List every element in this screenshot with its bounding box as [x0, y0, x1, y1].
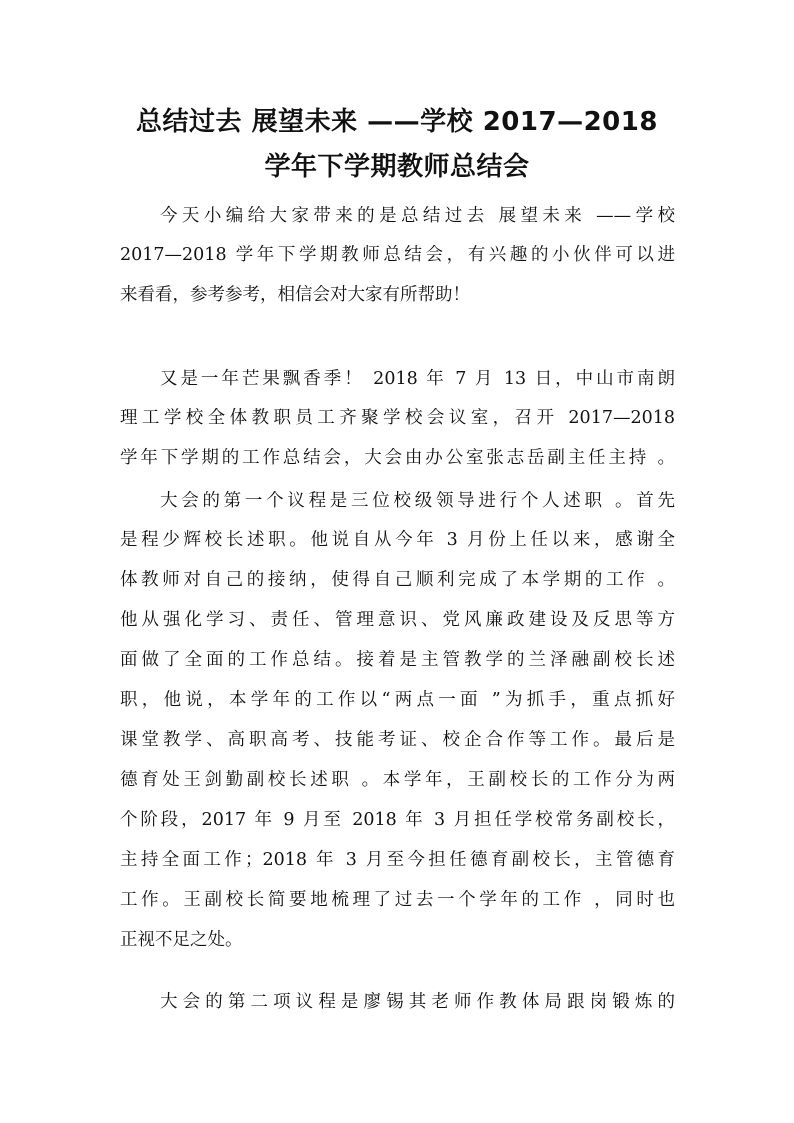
paragraph-line: 职，他说，本学年的工作以“两点一面 ”为抓手，重点抓好	[120, 690, 675, 710]
paragraph-line: 是程少辉校长述职。他说自从今年 3 月份上任以来，感谢全	[120, 530, 675, 550]
intro-line: 今天小编给大家带来的是总结过去 展望未来 ——学校	[160, 206, 675, 226]
document-title-line-1: 总结过去 展望未来 ——学校 2017—2018	[136, 107, 658, 137]
paragraph-line: 体教师对自己的接纳，使得自己顺利完成了本学期的工作 。	[120, 570, 675, 590]
document-title-line-2: 学年下学期教师总结会	[264, 152, 530, 182]
paragraph-line: 他从强化学习、责任、管理意识、党风廉政建设及反思等方	[120, 610, 675, 630]
paragraph-line: 工作。王副校长简要地梳理了过去一个学年的工作 ，同时也	[120, 890, 675, 910]
paragraph-line: 理工学校全体教职员工齐聚学校会议室，召开 2017—2018	[120, 408, 675, 428]
paragraph-line: 德育处王剑勤副校长述职 。本学年，王副校长的工作分为两	[120, 770, 675, 790]
paragraph-line: 课堂教学、高职高考、技能考证、校企合作等工作。最后是	[120, 730, 675, 750]
paragraph-line: 正视不足之处。	[120, 930, 243, 950]
intro-line: 2017—2018 学年下学期教师总结会，有兴趣的小伙伴可以进	[120, 245, 675, 265]
paragraph-line: 面做了全面的工作总结。接着是主管教学的兰泽融副校长述	[120, 650, 675, 670]
paragraph-line: 主持全面工作；2018 年 3 月至今担任德育副校长，主管德育	[120, 850, 675, 870]
intro-line: 来看看，参考参考，相信会对大家有所帮助！	[120, 285, 470, 305]
paragraph-line: 大会的第二项议程是廖锡其老师作教体局跟岗锻炼的	[160, 992, 675, 1012]
paragraph-line: 又是一年芒果飘香季！ 2018 年 7 月 13 日，中山市南朗	[160, 369, 675, 389]
paragraph-line: 个阶段，2017 年 9 月至 2018 年 3 月担任学校常务副校长，	[120, 810, 675, 830]
paragraph-line: 大会的第一个议程是三位校级领导进行个人述职 。首先	[160, 491, 675, 511]
paragraph-line: 学年下学期的工作总结会，大会由办公室张志岳副主任主持 。	[120, 448, 675, 468]
